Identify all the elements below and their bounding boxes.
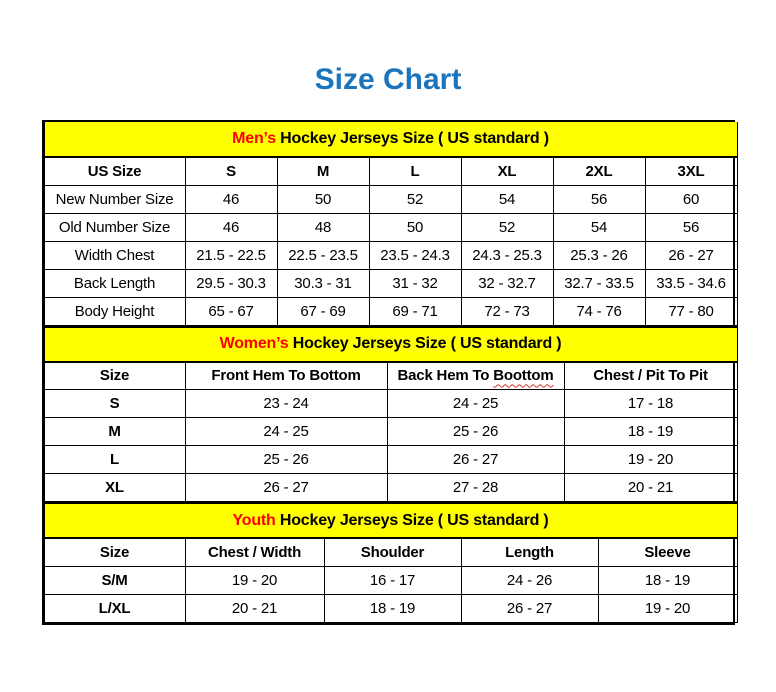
table-cell: 19 - 20	[564, 446, 737, 474]
table-cell: 50	[277, 185, 369, 213]
row-label: L/XL	[44, 594, 185, 622]
youth-row-sm	[44, 566, 737, 594]
table-cell: 72 - 73	[461, 297, 553, 325]
size-chart-table-group	[42, 120, 735, 625]
table-cell: 18 - 19	[324, 594, 461, 622]
mens-band-row	[44, 122, 737, 157]
youth-size-table	[44, 502, 738, 623]
youth-header-sleeve: Sleeve	[598, 538, 737, 566]
table-cell: 46	[185, 185, 277, 213]
womens-row-l	[44, 446, 737, 474]
table-cell: 65 - 67	[185, 297, 277, 325]
table-cell: 19 - 20	[598, 594, 737, 622]
mens-header-s: S	[185, 157, 277, 185]
womens-header-row	[44, 362, 737, 390]
youth-header-size: Size	[44, 538, 185, 566]
youth-header-shoulder: Shoulder	[324, 538, 461, 566]
table-cell: 20 - 21	[564, 474, 737, 502]
table-cell: 54	[553, 213, 645, 241]
table-cell: 24 - 26	[461, 566, 598, 594]
row-label: New Number Size	[44, 185, 185, 213]
table-cell: 26 - 27	[461, 594, 598, 622]
womens-band-row	[44, 327, 737, 362]
mens-band-title	[44, 122, 737, 157]
table-cell: 18 - 19	[598, 566, 737, 594]
table-cell: 24 - 25	[185, 418, 387, 446]
table-cell: 26 - 27	[645, 241, 737, 269]
table-cell: 26 - 27	[387, 446, 564, 474]
mens-row-body-height	[44, 297, 737, 325]
table-cell: 24 - 25	[387, 390, 564, 418]
table-cell: 19 - 20	[185, 566, 324, 594]
womens-row-s	[44, 390, 737, 418]
row-label: S	[44, 390, 185, 418]
mens-band-accent: Men’s	[232, 130, 276, 147]
table-cell: 30.3 - 31	[277, 269, 369, 297]
row-label: M	[44, 418, 185, 446]
womens-band-accent: Women’s	[219, 335, 289, 352]
table-cell: 18 - 19	[564, 418, 737, 446]
back-hem-prefix: Back Hem To	[397, 367, 494, 385]
mens-row-back-length	[44, 269, 737, 297]
table-cell: 23 - 24	[185, 390, 387, 418]
youth-header-length: Length	[461, 538, 598, 566]
womens-header-front-hem: Front Hem To Bottom	[185, 362, 387, 390]
mens-row-old-number-size	[44, 213, 737, 241]
table-cell: 31 - 32	[369, 269, 461, 297]
table-cell: 50	[369, 213, 461, 241]
table-cell: 56	[645, 213, 737, 241]
table-cell: 56	[553, 185, 645, 213]
womens-header-back-hem	[387, 362, 564, 390]
table-cell: 24.3 - 25.3	[461, 241, 553, 269]
row-label: XL	[44, 474, 185, 502]
mens-header-l: L	[369, 157, 461, 185]
row-label: Body Height	[44, 297, 185, 325]
table-cell: 69 - 71	[369, 297, 461, 325]
table-cell: 54	[461, 185, 553, 213]
youth-band-rest: Hockey Jerseys Size ( US standard )	[275, 511, 549, 529]
row-label: L	[44, 446, 185, 474]
table-cell: 33.5 - 34.6	[645, 269, 737, 297]
mens-size-table	[44, 122, 738, 326]
mens-header-2xl: 2XL	[553, 157, 645, 185]
youth-band-title	[44, 503, 737, 538]
table-cell: 32 - 32.7	[461, 269, 553, 297]
table-cell: 17 - 18	[564, 390, 737, 418]
table-cell: 16 - 17	[324, 566, 461, 594]
table-cell: 25 - 26	[387, 418, 564, 446]
table-cell: 23.5 - 24.3	[369, 241, 461, 269]
table-cell: 46	[185, 213, 277, 241]
row-label: S/M	[44, 566, 185, 594]
womens-row-xl	[44, 474, 737, 502]
table-cell: 27 - 28	[387, 474, 564, 502]
youth-band-accent: Youth	[232, 511, 276, 529]
table-cell: 67 - 69	[277, 297, 369, 325]
womens-header-chest: Chest / Pit To Pit	[564, 362, 737, 390]
table-cell: 48	[277, 213, 369, 241]
mens-row-width-chest	[44, 241, 737, 269]
row-label: Old Number Size	[44, 213, 185, 241]
table-cell: 32.7 - 33.5	[553, 269, 645, 297]
womens-band-rest: Hockey Jerseys Size ( US standard )	[288, 335, 562, 352]
table-cell: 26 - 27	[185, 474, 387, 502]
youth-row-lxl	[44, 594, 737, 622]
womens-size-table	[44, 326, 738, 503]
table-cell: 22.5 - 23.5	[277, 241, 369, 269]
table-cell: 29.5 - 30.3	[185, 269, 277, 297]
table-cell: 52	[461, 213, 553, 241]
table-cell: 52	[369, 185, 461, 213]
mens-header-m: M	[277, 157, 369, 185]
mens-header-row	[44, 157, 737, 185]
row-label: Width Chest	[44, 241, 185, 269]
mens-band-rest: Hockey Jerseys Size ( US standard )	[275, 130, 549, 147]
womens-row-m	[44, 418, 737, 446]
page-title: Size Chart	[314, 63, 462, 96]
mens-header-xl: XL	[461, 157, 553, 185]
mens-header-us-size: US Size	[44, 157, 185, 185]
youth-band-row	[44, 503, 737, 538]
row-label: Back Length	[44, 269, 185, 297]
table-cell: 25 - 26	[185, 446, 387, 474]
table-cell: 25.3 - 26	[553, 241, 645, 269]
table-cell: 77 - 80	[645, 297, 737, 325]
youth-header-row	[44, 538, 737, 566]
table-cell: 74 - 76	[553, 297, 645, 325]
mens-header-3xl: 3XL	[645, 157, 737, 185]
mens-row-new-number-size	[44, 185, 737, 213]
back-hem-misspelled-word: Boottom	[493, 367, 554, 385]
table-cell: 60	[645, 185, 737, 213]
table-cell: 20 - 21	[185, 594, 324, 622]
youth-header-chest-width: Chest / Width	[185, 538, 324, 566]
womens-band-title	[44, 327, 737, 362]
womens-header-size: Size	[44, 362, 185, 390]
table-cell: 21.5 - 22.5	[185, 241, 277, 269]
